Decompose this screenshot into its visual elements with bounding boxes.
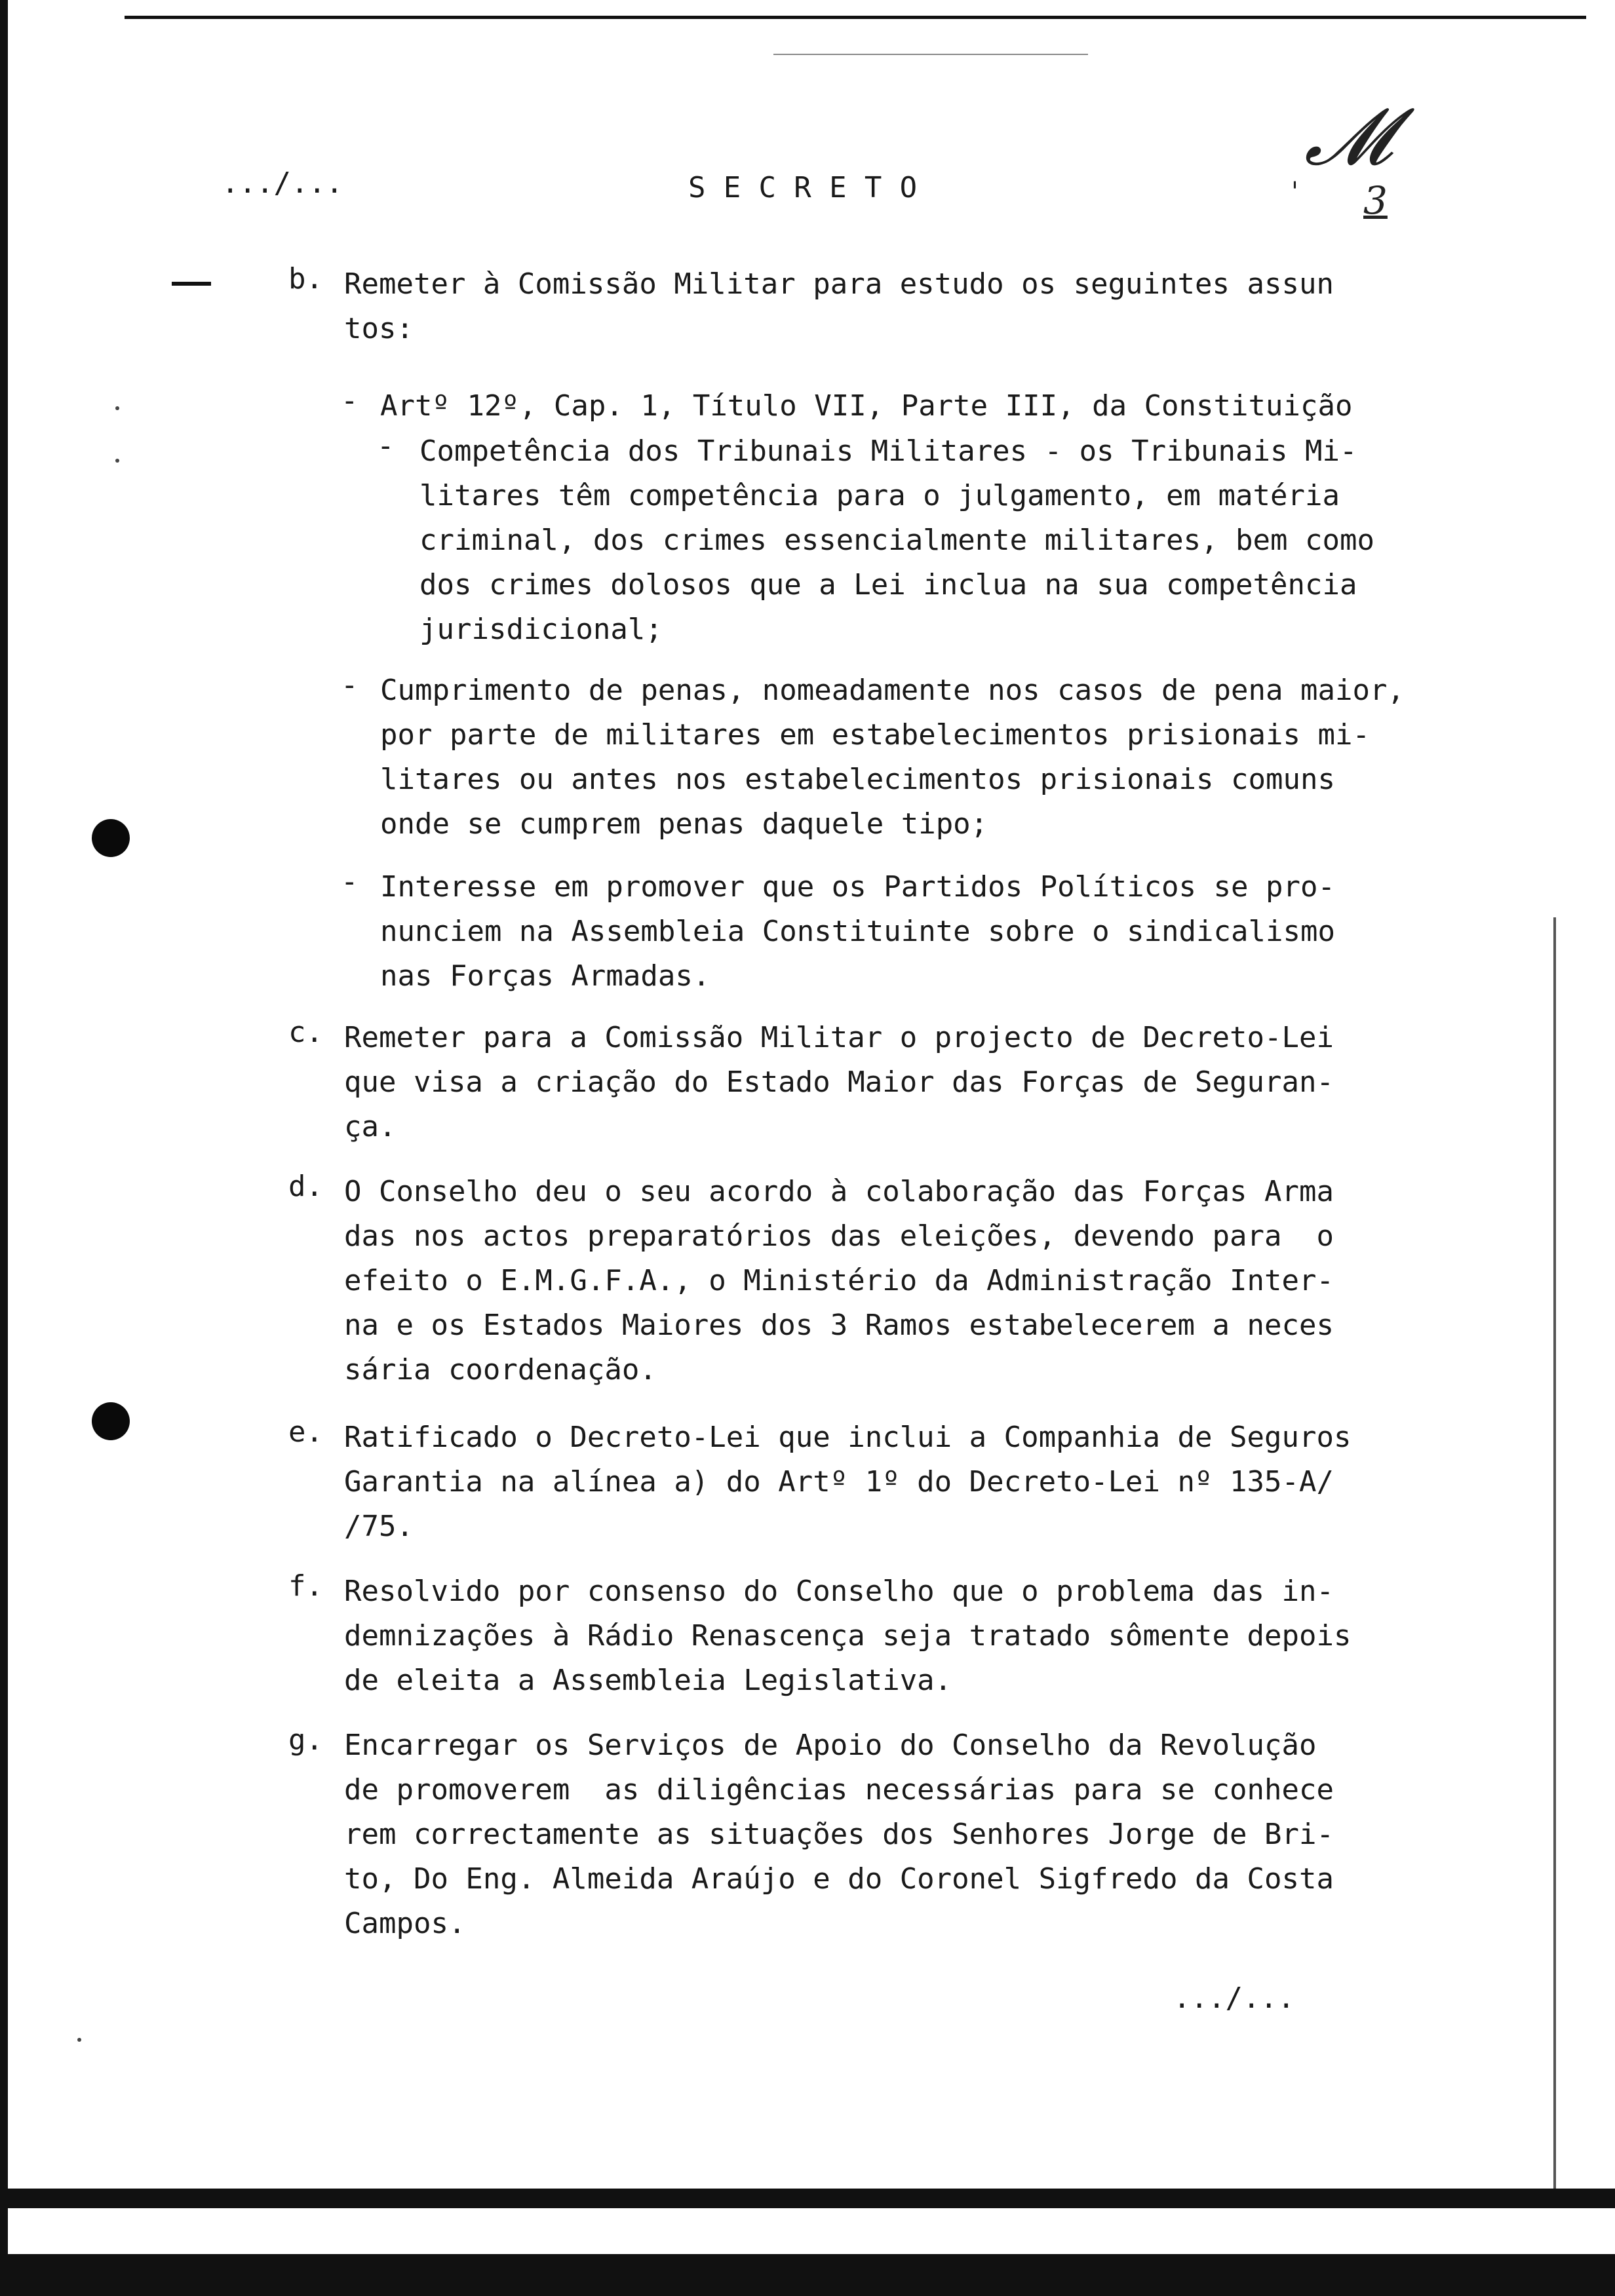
item-line: rem correctamente as situações dos Senhores Jorge de Bri- (344, 1818, 1334, 1851)
classification-label: SECRETO (688, 171, 935, 204)
item-b-sub-2 (341, 668, 1455, 847)
item-line: litares ou antes nos estabelecimentos prisionais comuns (380, 763, 1335, 796)
item-letter: d. (288, 1170, 323, 1203)
item-line: efeito o E.M.G.F.A., o Ministério da Administração Inter- (344, 1264, 1334, 1297)
item-line: demnizações à Rádio Renascença seja tratado sômente depois (344, 1619, 1352, 1653)
item-line: Ratificado o Decreto-Lei que inclui a Companhia de Seguros (344, 1421, 1352, 1454)
punch-hole-lower (92, 1402, 130, 1440)
item-letter: b. (288, 262, 323, 296)
item-letter: f. (288, 1569, 323, 1603)
item-f (288, 1569, 1416, 1703)
scan-right-edge (1553, 917, 1556, 2189)
punch-hole-upper (92, 819, 130, 857)
item-letter: e. (288, 1415, 323, 1449)
item-b-sub-3 (341, 865, 1455, 999)
item-letter: c. (288, 1016, 323, 1049)
scan-left-edge (0, 0, 8, 2296)
item-line: Artº 12º, Cap. 1, Título VII, Parte III, da Constituição (380, 389, 1353, 423)
speck (115, 406, 119, 410)
page-mark: ' (1291, 177, 1298, 207)
item-line: jurisdicional; (419, 613, 663, 646)
continuation-mark: .../... (1173, 1981, 1295, 2015)
item-line: Remeter à Comissão Militar para estudo os seguintes assun (344, 267, 1334, 301)
speck (115, 459, 119, 463)
item-line: onde se cumprem penas daquele tipo; (380, 807, 988, 841)
item-line: por parte de militares em estabelecimentos prisionais mi- (380, 718, 1370, 752)
item-line: Encarregar os Serviços de Apoio do Conselho da Revolução (344, 1729, 1317, 1762)
scan-bottom-band-lower (0, 2254, 1615, 2296)
item-g (288, 1723, 1416, 1946)
item-line: tos: (344, 312, 414, 345)
item-line: nunciem na Assembleia Constituinte sobre o sindicalismo (380, 915, 1335, 948)
item-line: Garantia na alínea a) do Artº 1º do Decreto-Lei nº 135-A/ (344, 1465, 1334, 1499)
item-line: sária coordenação. (344, 1353, 657, 1387)
dash: - (341, 865, 359, 898)
item-line: ça. (344, 1110, 397, 1143)
item-line: dos crimes dolosos que a Lei inclua na sua competência (419, 568, 1357, 602)
header-left-mark: .../... (222, 166, 343, 200)
item-line: criminal, dos crimes essencialmente militares, bem como (419, 524, 1374, 557)
item-line: Resolvido por consenso do Conselho que o problema das in- (344, 1575, 1334, 1608)
item-line: de eleita a Assembleia Legislativa. (344, 1664, 952, 1697)
item-line: Cumprimento de penas, nomeadamente nos casos de pena maior, (380, 674, 1405, 707)
item-line: O Conselho deu o seu acordo à colaboração das Forças Arma (344, 1175, 1334, 1208)
handwritten-page-number: 3 (1363, 178, 1388, 223)
item-b-subsub-1 (377, 429, 1458, 652)
item-line: litares têm competência para o julgamento, em matéria (419, 479, 1340, 512)
dash: - (341, 384, 359, 417)
scan-top-border-faint (773, 54, 1088, 55)
item-line: que visa a criação do Estado Maior das Forças de Seguran- (344, 1065, 1334, 1099)
item-e (288, 1415, 1416, 1549)
left-margin-mark (172, 282, 211, 286)
item-line: Campos. (344, 1907, 466, 1940)
item-b (288, 262, 1416, 351)
item-c (288, 1016, 1416, 1149)
item-line: nas Forças Armadas. (380, 959, 710, 993)
item-line: Competência dos Tribunais Militares - os Tribunais Mi- (419, 434, 1357, 468)
speck (77, 2038, 81, 2042)
scan-bottom-band (0, 2189, 1615, 2208)
item-line: Remeter para a Comissão Militar o projecto de Decreto-Lei (344, 1021, 1334, 1054)
dash: - (377, 429, 395, 463)
item-letter: g. (288, 1723, 323, 1757)
item-line: Interesse em promover que os Partidos Políticos se pro- (380, 870, 1335, 904)
handwritten-initials: 𝓜 (1304, 92, 1393, 183)
item-d (288, 1170, 1416, 1392)
item-line: de promoverem as diligências necessárias para se conhece (344, 1773, 1334, 1807)
dash: - (341, 668, 359, 702)
item-line: na e os Estados Maiores dos 3 Ramos estabelecerem a neces (344, 1309, 1334, 1342)
scan-top-border (125, 16, 1586, 19)
item-b-sub-1 (341, 384, 1455, 429)
item-line: das nos actos preparatórios das eleições, devendo para o (344, 1219, 1334, 1253)
item-line: /75. (344, 1510, 414, 1543)
item-line: to, Do Eng. Almeida Araújo e do Coronel Sigfredo da Costa (344, 1862, 1334, 1896)
